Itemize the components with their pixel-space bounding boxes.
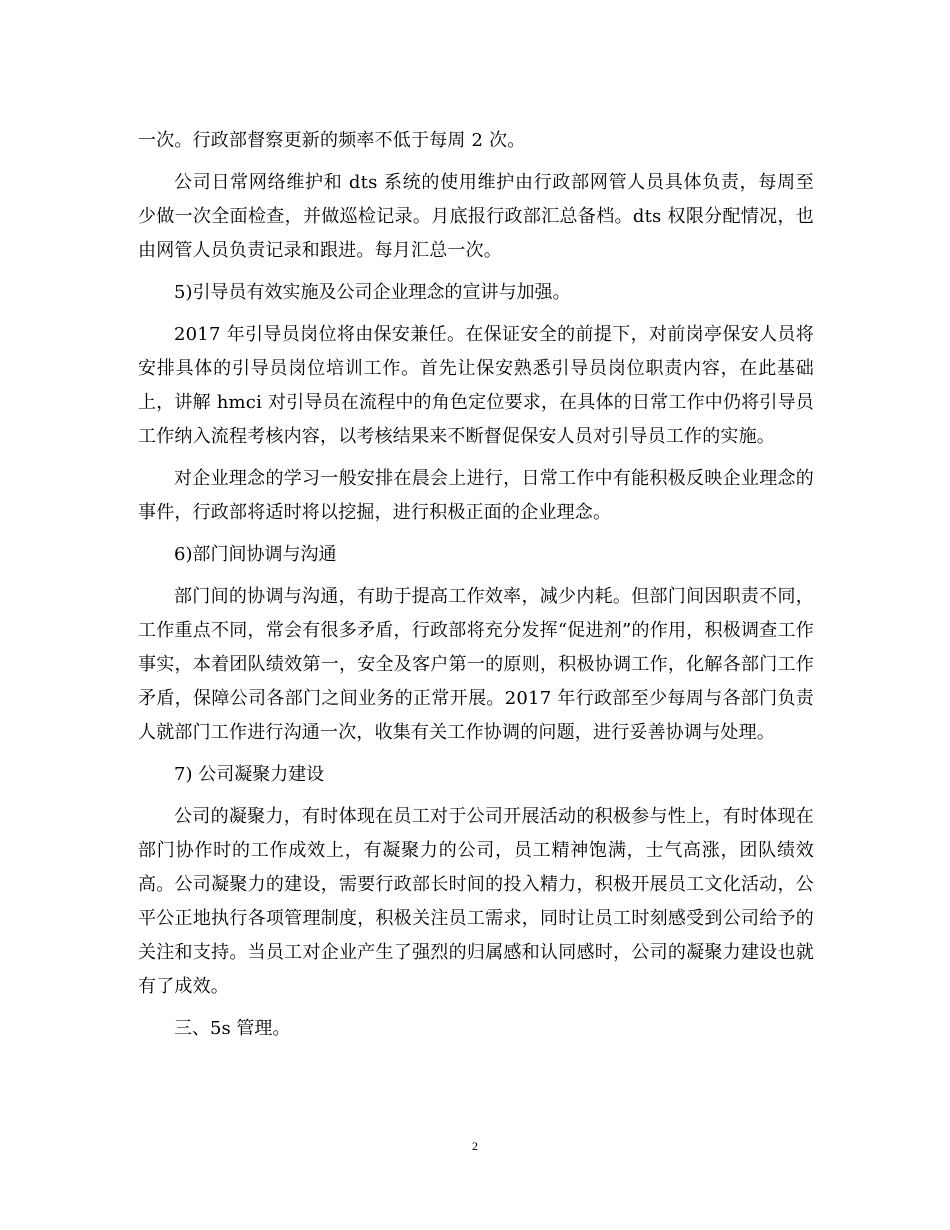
paragraph: 公司的凝聚力，有时体现在员工对于公司开展活动的积极参与性上，有时体现在部门协作时的工作成效上，有凝聚力的公司，员工精神饱满，士气高涨，团队绩效高。公司凝聚力的建设，需要行政部长时间的投入精力，积极开展员工文化活动，公平公正地执行各项管理制度，积极关注员工需求，同时让员工时刻感受到公司给予的关注和支持。当员工对企业产生了强烈的归属感和认同感时，公司的凝聚力建设也就有了成效。 bbox=[138, 806, 814, 997]
section-heading: 7) 公司凝聚力建设 bbox=[174, 764, 325, 785]
section-heading: 6)部门间协调与沟通 bbox=[174, 544, 337, 565]
paragraph: 2017 年引导员岗位将由保安兼任。在保证安全的前提下，对前岗亭保安人员将安排具体的引导员岗位培训工作。首先让保安熟悉引导员岗位职责内容，在此基础上，讲解 hmci 对引导员在流程中的角色定位要求，在具体的日常工作中仍将引导员工作纳入流程考核内容，以考核结果来不断督促保安人员对引导员工作的实施。 bbox=[138, 324, 814, 447]
section-heading: 5)引导员有效实施及公司企业理念的宣讲与加强。 bbox=[174, 282, 571, 303]
section-heading: 三、5s 管理。 bbox=[174, 1018, 291, 1039]
paragraph: 公司日常网络维护和 dts 系统的使用维护由行政部网管人员具体负责，每周至少做一次全面检查，并做巡检记录。月底报行政部汇总备档。dts 权限分配情况，也由网管人员负责记录和跟进。每月汇总一次。 bbox=[138, 172, 814, 261]
paragraph: 对企业理念的学习一般安排在晨会上进行，日常工作中有能积极反映企业理念的事件，行政部将适时将以挖掘，进行积极正面的企业理念。 bbox=[138, 468, 814, 523]
page-number: 2 bbox=[472, 1139, 478, 1153]
document-body bbox=[138, 124, 814, 1054]
paragraph: 部门间的协调与沟通，有助于提高工作效率，减少内耗。但部门间因职责不同，工作重点不同，常会有很多矛盾，行政部将充分发挥“促进剂”的作用，积极调查工作事实，本着团队绩效第一，安全及客户第一的原则，积极协调工作，化解各部门工作矛盾，保障公司各部门之间业务的正常开展。2017 年行政部至少每周与各部门负责人就部门工作进行沟通一次，收集有关工作协调的问题，进行妥善协调与处理。 bbox=[138, 586, 814, 743]
paragraph: 一次。行政部督察更新的频率不低于每周 2 次。 bbox=[138, 130, 526, 151]
